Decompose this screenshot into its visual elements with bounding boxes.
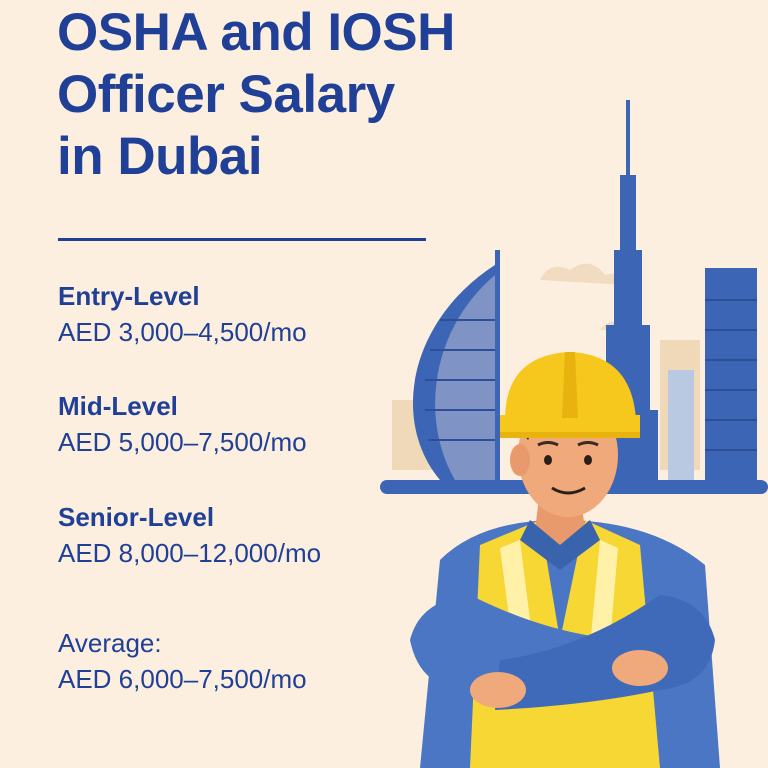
dubai-skyline-worker-illustration	[380, 100, 768, 768]
title-divider	[58, 238, 426, 241]
mid-level-label: Mid-Level	[58, 391, 178, 421]
title-line-3: in Dubai	[57, 127, 263, 186]
entry-level-salary: AED 3,000–4,500/mo	[58, 317, 307, 347]
title-line-1: OSHA and IOSH	[57, 3, 455, 62]
mid-level-tier	[58, 390, 307, 462]
average-label: Average:	[58, 628, 162, 658]
title-line-2: Officer Salary	[57, 65, 395, 124]
senior-level-salary: AED 8,000–12,000/mo	[58, 538, 322, 568]
senior-level-tier	[58, 501, 321, 573]
mid-level-salary: AED 5,000–7,500/mo	[58, 427, 307, 457]
burj-al-arab-icon	[413, 250, 500, 480]
entry-level-tier	[58, 280, 307, 352]
pale-tower	[668, 370, 694, 480]
senior-level-label: Senior-Level	[58, 502, 215, 532]
entry-level-label: Entry-Level	[58, 281, 200, 311]
average-salary	[58, 627, 307, 699]
average-salary-value: AED 6,000–7,500/mo	[58, 664, 307, 694]
office-tower-icon	[705, 268, 757, 490]
